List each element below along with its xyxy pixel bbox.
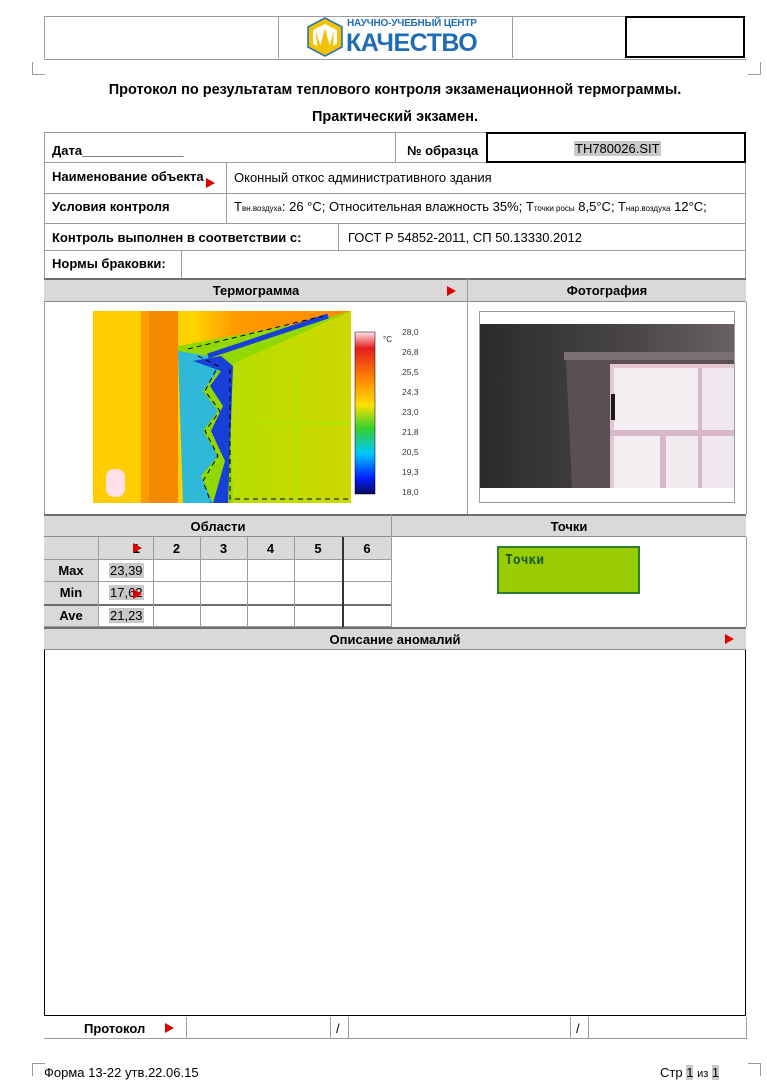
points-header: Точки	[392, 514, 746, 537]
sample-label: № образца	[407, 143, 479, 158]
object-value[interactable]: Оконный откос административного здания	[234, 170, 492, 185]
standard-label: Контроль выполнен в соответствии с:	[52, 230, 302, 245]
area1-min-value: 17,62	[110, 585, 143, 600]
thermogram-header: Термограмма	[44, 278, 468, 302]
conditions-value[interactable]: Tвн.воздуха: 26 °C; Относительная влажность 35%; Tточки росы 8,5°C; Tнар.воздуха 12°C;	[234, 199, 707, 214]
points-box-label: Точки	[505, 553, 545, 568]
scale-labels: 28,0 26,8 25,5 24,3 23,0 21,8 20,5 19,3 18,0	[402, 327, 419, 497]
sample-field[interactable]	[486, 132, 746, 163]
points-box[interactable]	[497, 546, 640, 594]
sample-value: TH780026.SIT	[575, 141, 660, 156]
blank-box	[625, 16, 745, 58]
anomalies-arrow-icon[interactable]	[725, 634, 734, 644]
areas-table	[44, 537, 391, 627]
page-title: Протокол по результатам теплового контроля экзаменационной термограммы.	[108, 82, 682, 98]
area1-max-value: 23,39	[110, 563, 143, 578]
area-col-6: 6	[363, 541, 371, 556]
area-col-3: 3	[219, 541, 228, 556]
page-subtitle: Практический экзамен.	[311, 109, 478, 125]
area-col-5: 5	[314, 541, 322, 556]
area-col-2: 2	[172, 541, 181, 556]
crop-mark-tr	[748, 62, 761, 75]
logo-name: КАЧЕСТВО	[346, 29, 478, 57]
standard-value[interactable]: ГОСТ Р 54852-2011, СП 50.13330.2012	[348, 230, 582, 245]
logo-emblem-icon	[306, 17, 344, 57]
areas-header: Области	[44, 514, 392, 537]
page-counter: Стр 1 из 1	[660, 1065, 720, 1080]
protocol-arrow-icon[interactable]	[165, 1023, 174, 1033]
protocol-label: Протокол	[84, 1021, 146, 1036]
area-col-4: 4	[266, 541, 275, 556]
area1-min-arrow-icon[interactable]	[133, 589, 142, 599]
row-label-min: Min	[59, 585, 83, 600]
row-label-ave: Ave	[59, 608, 83, 623]
area-col-1: 1	[132, 541, 140, 556]
anomalies-text-area[interactable]	[44, 650, 746, 1016]
conditions-label: Условия контроля	[52, 199, 170, 214]
protocol-sep-1: /	[336, 1021, 340, 1036]
photo-image	[479, 311, 735, 503]
crop-mark-br	[748, 1063, 761, 1076]
anomalies-header: Описание аномалий	[44, 627, 746, 650]
object-label: Наименование объекта	[52, 169, 204, 184]
thermogram-arrow-icon[interactable]	[447, 286, 456, 296]
photo-header: Фотография	[468, 278, 746, 302]
photo-picture	[480, 312, 734, 502]
thermogram-image	[93, 311, 419, 503]
form-code: Форма 13-22 утв.22.06.15	[44, 1065, 199, 1080]
protocol-row	[44, 1017, 746, 1039]
area-col-1-arrow-icon[interactable]	[133, 543, 142, 553]
date-label: Дата______________	[52, 143, 184, 158]
logo	[306, 17, 486, 57]
logo-top-line: НАУЧНО-УЧЕБНЫЙ ЦЕНТР	[347, 18, 477, 29]
crop-mark-tl	[32, 62, 45, 75]
reject-label: Нормы браковки:	[52, 256, 166, 271]
row-label-max: Max	[58, 563, 84, 578]
object-arrow-icon[interactable]	[206, 178, 215, 188]
protocol-sep-2: /	[576, 1021, 580, 1036]
scale-unit: °C	[383, 335, 392, 344]
area1-ave-value: 21,23	[110, 608, 143, 623]
thermogram-picture	[93, 311, 419, 503]
